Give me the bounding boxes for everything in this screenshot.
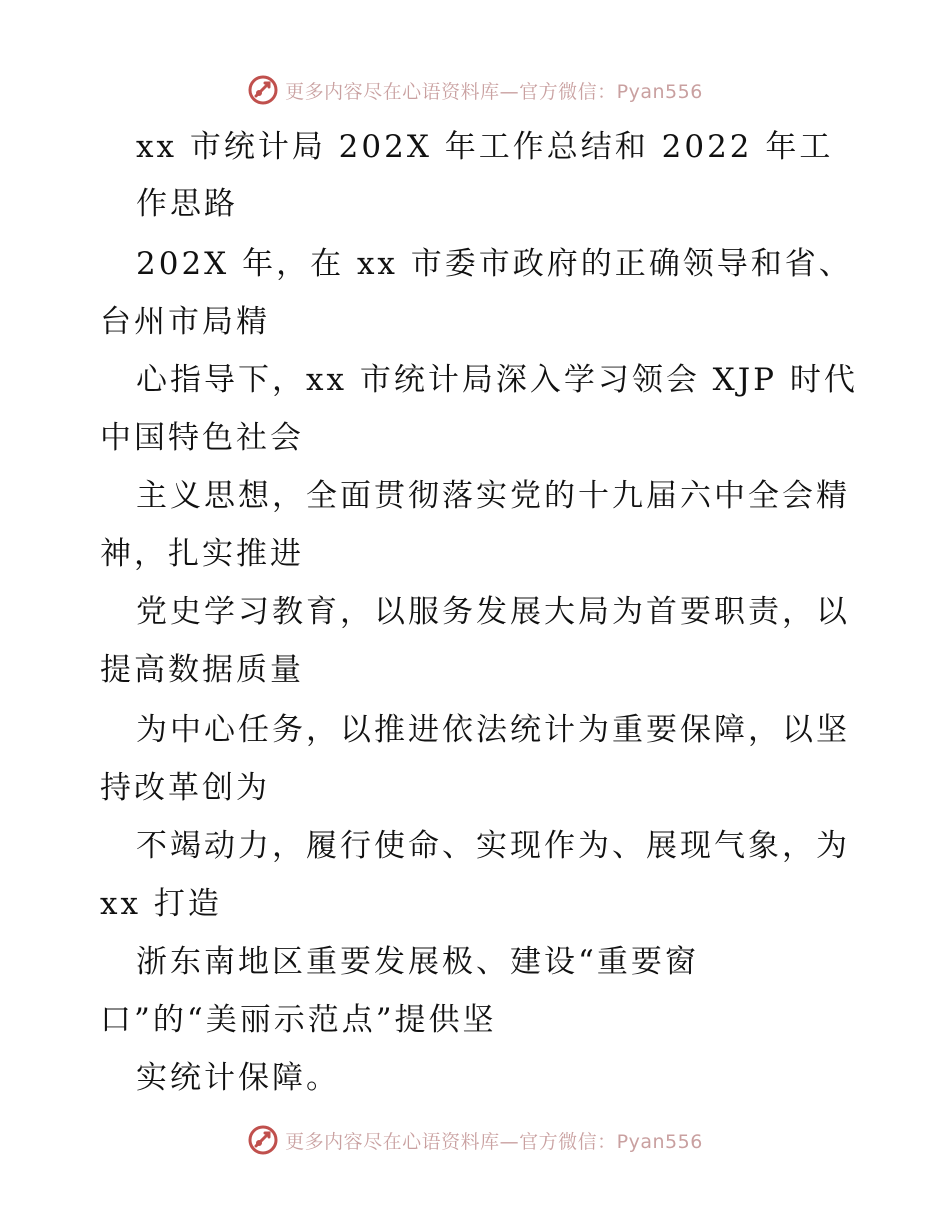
- document-line: 台州市局精: [100, 304, 270, 340]
- document-line: 不竭动力，履行使命、实现作为、展现气象，为: [136, 828, 850, 864]
- document-line: 作思路: [136, 186, 238, 222]
- watermark-text: 更多内容尽在心语资料库—官方微信：Pyan556: [285, 1130, 703, 1153]
- watermark-banner-bottom: [0, 1120, 950, 1160]
- document-line: 中国特色社会: [100, 420, 304, 456]
- document-line: 口”的“美丽示范点”提供坚: [100, 1002, 497, 1038]
- document-line: 提高数据质量: [100, 652, 304, 688]
- document-line: 主义思想，全面贯彻落实党的十九届六中全会精: [136, 478, 850, 514]
- logo-icon: [247, 1124, 279, 1156]
- document-line: xx 市统计局 202X 年工作总结和 2022 年工: [136, 129, 834, 165]
- document-line: 202X 年，在 xx 市委市政府的正确领导和省、: [136, 246, 853, 282]
- watermark-text: 更多内容尽在心语资料库—官方微信：Pyan556: [285, 80, 703, 103]
- logo-icon: [247, 74, 279, 106]
- document-line: 心指导下，xx 市统计局深入学习领会 XJP 时代: [136, 362, 858, 398]
- document-line: 浙东南地区重要发展极、建设“重要窗: [136, 944, 699, 980]
- document-line: 为中心任务，以推进依法统计为重要保障，以坚: [136, 712, 850, 748]
- watermark-banner-top: [0, 70, 950, 110]
- document-line: 实统计保障。: [136, 1060, 340, 1096]
- document-line: 持改革创为: [100, 770, 270, 806]
- document-line: xx 打造: [100, 886, 222, 922]
- document-line: 党史学习教育，以服务发展大局为首要职责，以: [136, 594, 850, 630]
- document-line: 神，扎实推进: [100, 536, 304, 572]
